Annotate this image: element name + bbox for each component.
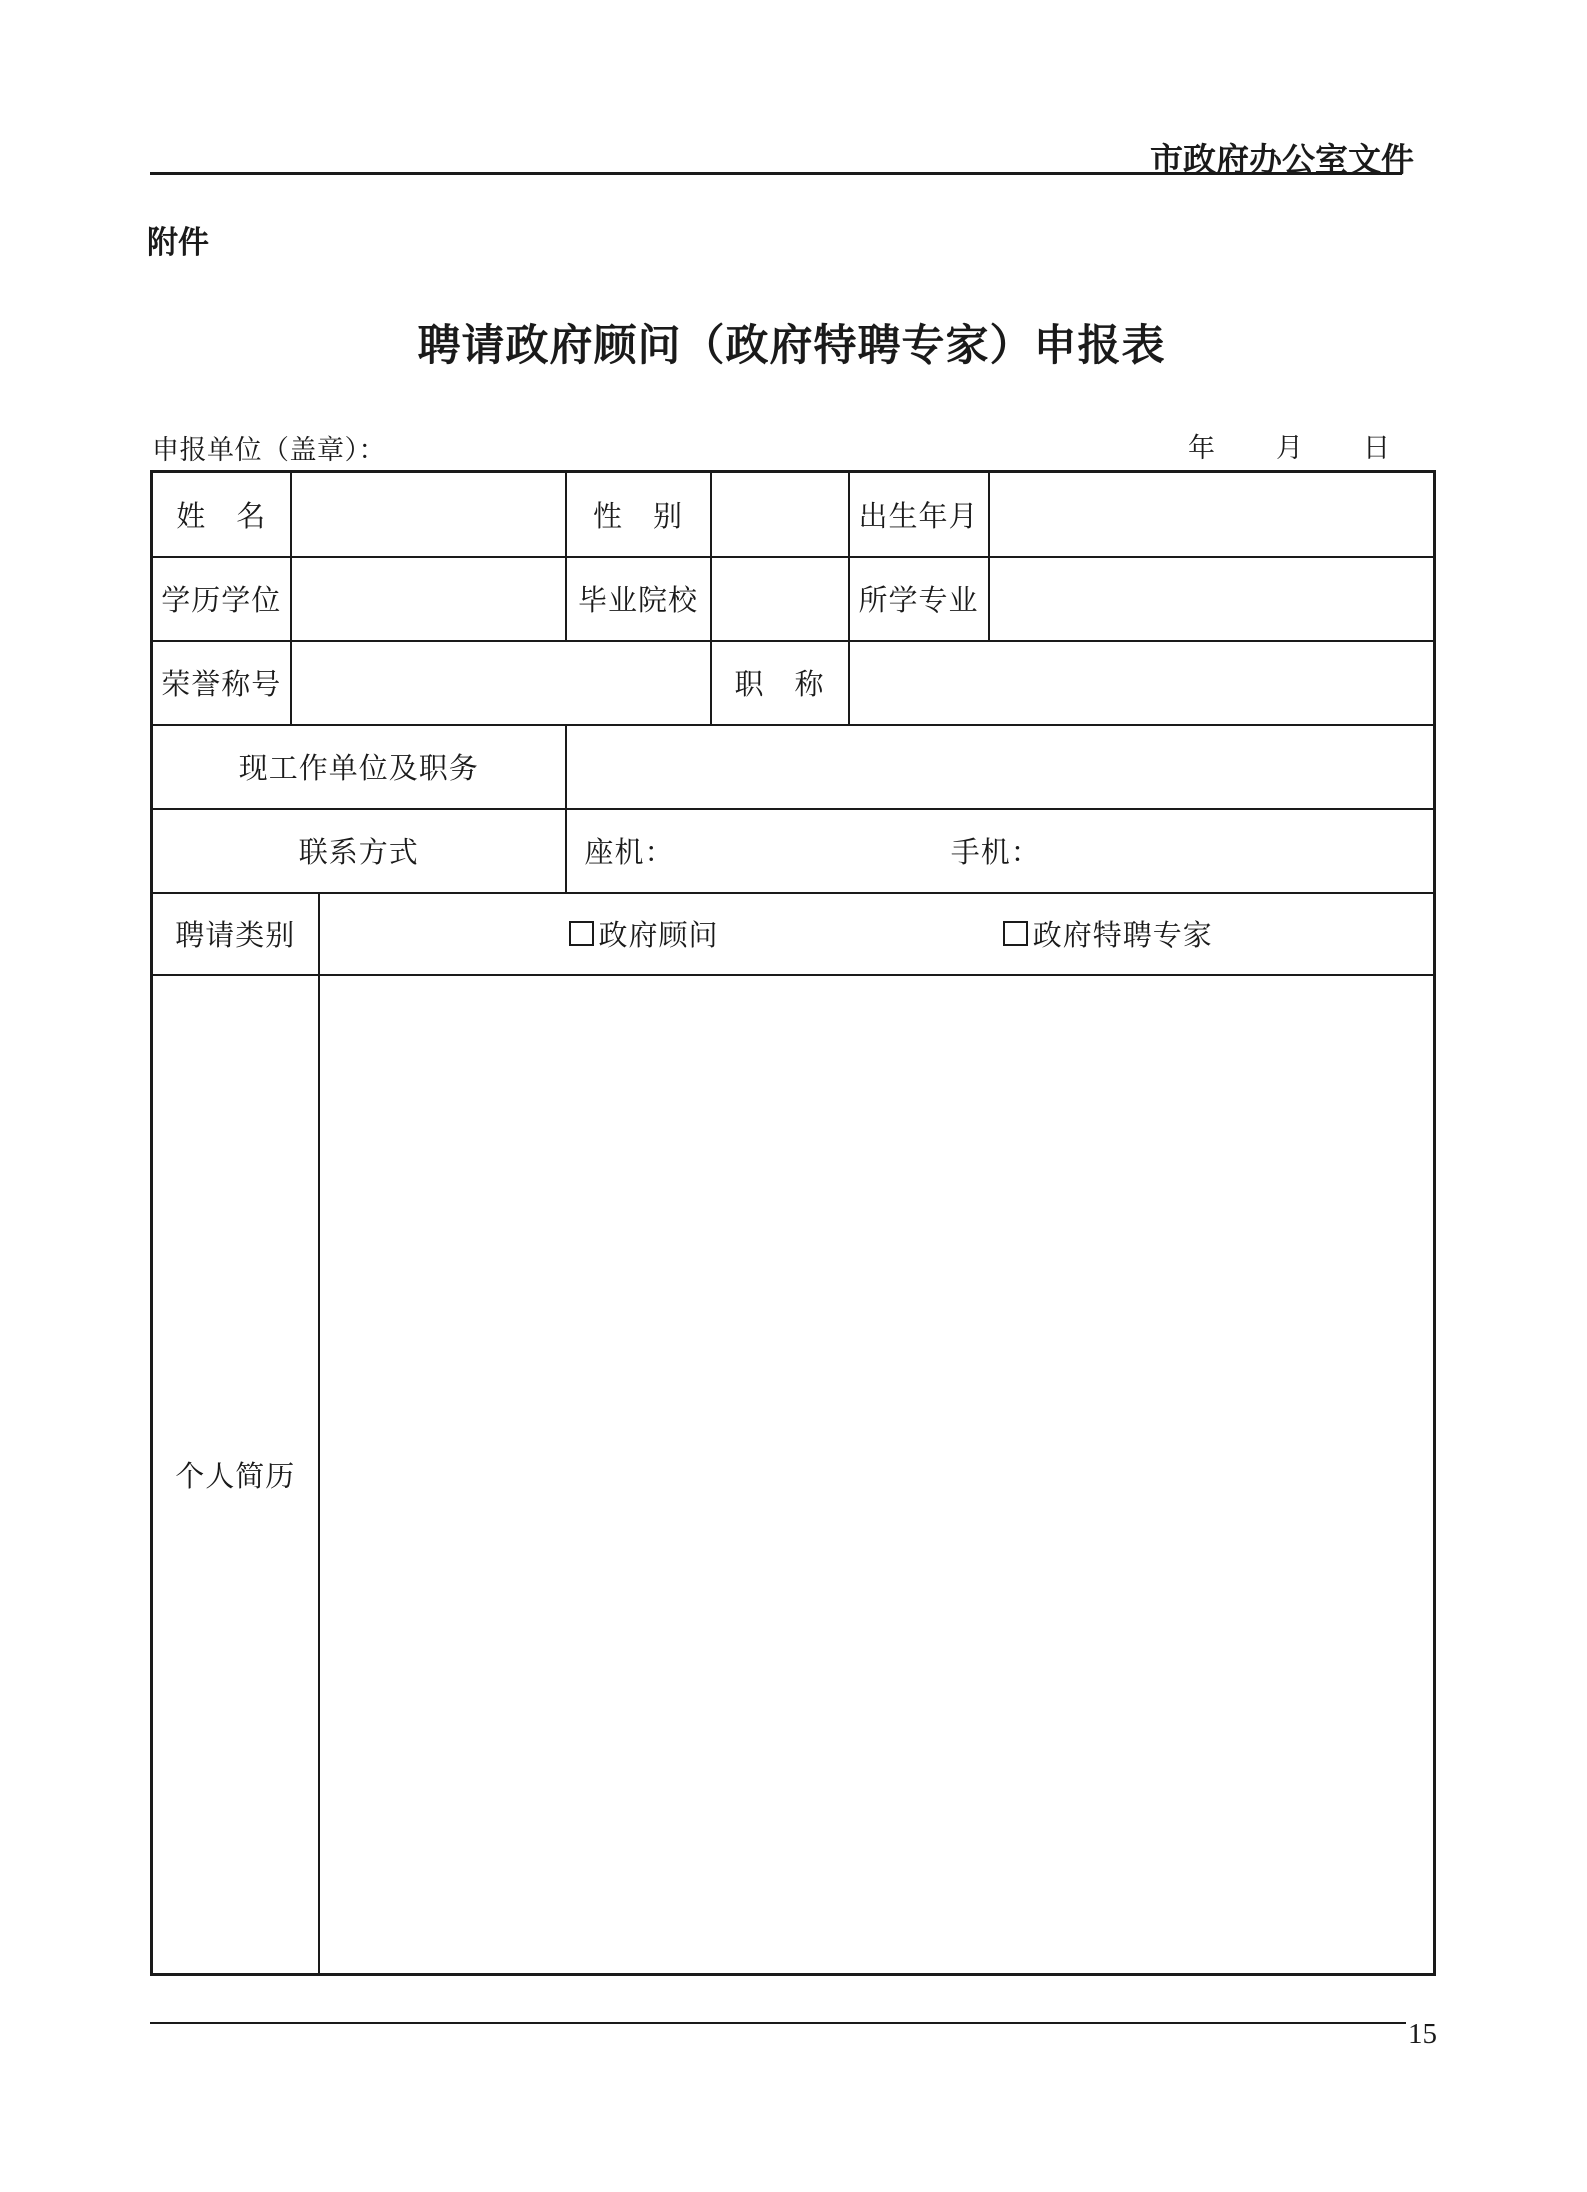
date-day-label: 日 bbox=[1363, 433, 1390, 463]
hire-category-label: 聘请类别 bbox=[152, 893, 319, 975]
gender-label: 性 别 bbox=[566, 472, 711, 557]
table-row bbox=[152, 557, 1435, 641]
mobile-label: 手机： bbox=[950, 837, 1041, 869]
gender-field[interactable] bbox=[711, 472, 849, 557]
current-work-unit-field[interactable] bbox=[566, 725, 1435, 809]
table-row bbox=[152, 472, 1435, 557]
attachment-label: 附件 bbox=[147, 225, 209, 260]
major-field[interactable] bbox=[989, 557, 1435, 641]
contact-method-label: 联系方式 bbox=[152, 809, 566, 893]
birth-date-field[interactable] bbox=[989, 472, 1435, 557]
footer-rule bbox=[150, 2022, 1406, 2024]
option-government-advisor-label: 政府顾问 bbox=[598, 920, 719, 952]
table-row bbox=[152, 975, 1435, 1975]
checkbox-government-advisor[interactable] bbox=[569, 921, 594, 946]
applicant-unit-label: 申报单位（盖章）： bbox=[152, 435, 386, 465]
graduate-school-label: 毕业院校 bbox=[566, 557, 711, 641]
date-year-label: 年 bbox=[1188, 433, 1215, 463]
name-field[interactable] bbox=[291, 472, 566, 557]
honor-title-field[interactable] bbox=[291, 641, 711, 725]
hire-category-options bbox=[319, 893, 1435, 975]
table-row bbox=[152, 725, 1435, 809]
contact-method-field[interactable] bbox=[566, 809, 1435, 893]
name-label: 姓 名 bbox=[152, 472, 291, 557]
landline-label: 座机： bbox=[584, 837, 675, 869]
table-row bbox=[152, 893, 1435, 975]
honor-title-label: 荣誉称号 bbox=[152, 641, 291, 725]
header-title: 市政府办公室文件 bbox=[1150, 141, 1414, 178]
personal-resume-field[interactable] bbox=[319, 975, 1435, 1975]
date-month-label: 月 bbox=[1276, 433, 1303, 463]
application-form-table bbox=[150, 470, 1436, 1976]
graduate-school-field[interactable] bbox=[711, 557, 849, 641]
option-special-expert-label: 政府特聘专家 bbox=[1032, 920, 1213, 952]
education-degree-label: 学历学位 bbox=[152, 557, 291, 641]
major-label: 所学专业 bbox=[849, 557, 989, 641]
education-degree-field[interactable] bbox=[291, 557, 566, 641]
page-title: 聘请政府顾问（政府特聘专家）申报表 bbox=[417, 323, 1166, 370]
current-work-unit-label: 现工作单位及职务 bbox=[152, 725, 566, 809]
professional-title-label: 职 称 bbox=[711, 641, 849, 725]
table-row bbox=[152, 641, 1435, 725]
table-row bbox=[152, 809, 1435, 893]
page-number: 15 bbox=[1408, 2018, 1437, 2050]
professional-title-field[interactable] bbox=[849, 641, 1435, 725]
birth-date-label: 出生年月 bbox=[849, 472, 989, 557]
personal-resume-label: 个人简历 bbox=[152, 975, 319, 1975]
checkbox-special-expert[interactable] bbox=[1003, 921, 1028, 946]
